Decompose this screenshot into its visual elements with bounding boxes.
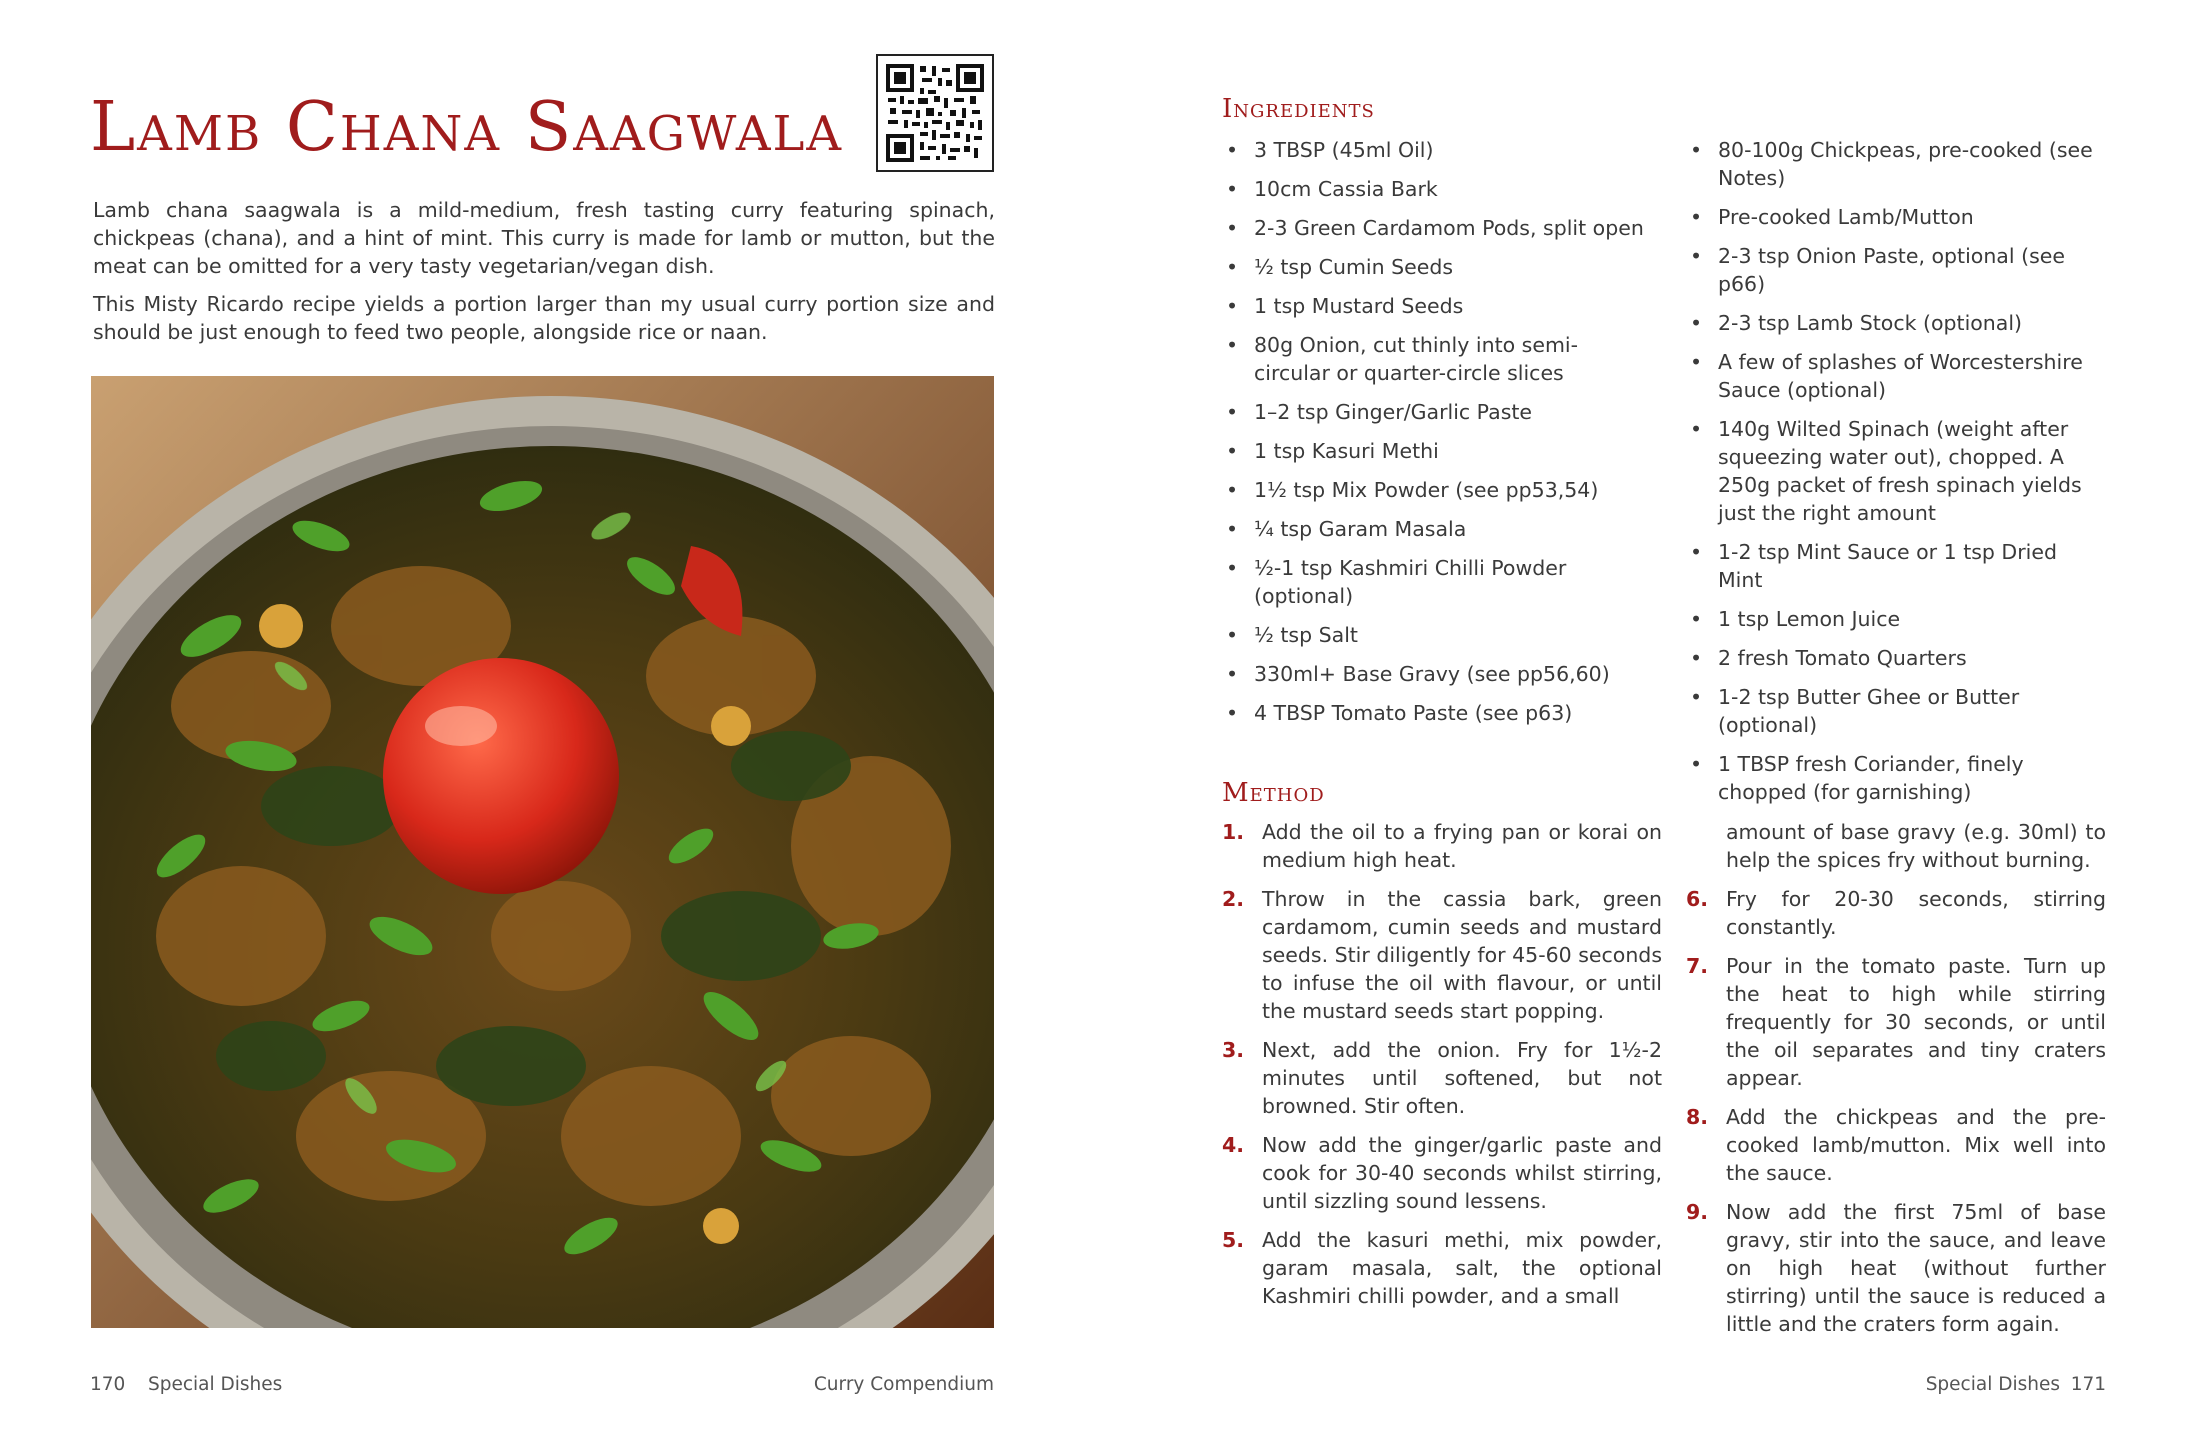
ingredient-item: • 80-100g Chickpeas, pre-cooked (see Notes) (1686, 136, 2106, 192)
step-number: 1. (1222, 820, 1245, 844)
method-step (1686, 1198, 2106, 1338)
ingredient-item: • 2-3 tsp Lamb Stock (optional) (1686, 309, 2106, 337)
method-step (1222, 1131, 1662, 1215)
ingredient-item: • ¼ tsp Garam Masala (1222, 515, 1652, 543)
method-list-col2 (1686, 818, 2106, 1349)
dish-photo-image (91, 376, 994, 1328)
ingredient-item: • 4 TBSP Tomato Paste (see p63) (1222, 699, 1652, 727)
ingredient-item: • 1-2 tsp Butter Ghee or Butter (optional) (1686, 683, 2106, 739)
footer-section-left: Special Dishes (148, 1374, 283, 1395)
ingredient-item: • 1 tsp Kasuri Methi (1222, 437, 1652, 465)
method-step (1222, 1036, 1662, 1120)
ingredient-item: • ½ tsp Salt (1222, 621, 1652, 649)
step-number: 7. (1686, 954, 1709, 978)
ingredient-item: • ½-1 tsp Kashmiri Chilli Powder (optional) (1222, 554, 1652, 610)
footer-section-right: Special Dishes (1925, 1374, 2060, 1395)
method-step (1222, 1226, 1662, 1310)
intro-paragraph: This Misty Ricardo recipe yields a portion larger than my usual curry portion size and should be just enough to feed two people, alongside rice or naan. (93, 292, 995, 344)
step-text: Now add the ginger/garlic paste and cook for 30-40 seconds whilst stirring, until sizzling sound lessens. (1262, 1133, 1662, 1213)
ingredient-item: • 2 fresh Tomato Quarters (1686, 644, 2106, 672)
step-text: Add the kasuri methi, mix powder, garam masala, salt, the optional Kashmiri chilli powder, and a small (1262, 1228, 1662, 1308)
qr-code (876, 54, 994, 172)
ingredients-list-col2 (1686, 136, 2106, 817)
step-text: Next, add the onion. Fry for 1½-2 minutes until softened, but not browned. Stir often. (1262, 1038, 1662, 1118)
ingredients-heading: Ingredients (1222, 94, 1375, 124)
ingredient-item: • 1 tsp Mustard Seeds (1222, 292, 1652, 320)
ingredient-item: • 1½ tsp Mix Powder (see pp53,54) (1222, 476, 1652, 504)
step-number: 9. (1686, 1200, 1709, 1224)
ingredient-item: • 3 TBSP (45ml Oil) (1222, 136, 1652, 164)
step-text: Add the oil to a frying pan or korai on medium high heat. (1262, 820, 1662, 872)
step-number: 4. (1222, 1133, 1245, 1157)
method-step (1222, 885, 1662, 1025)
method-step (1686, 885, 2106, 941)
step-number: 8. (1686, 1105, 1709, 1129)
ingredient-item: • 1-2 tsp Mint Sauce or 1 tsp Dried Mint (1686, 538, 2106, 594)
ingredient-item: • ½ tsp Cumin Seeds (1222, 253, 1652, 281)
step-text: Throw in the cassia bark, green cardamom, cumin seeds and mustard seeds. Stir diligently for 45-60 seconds to infuse the oil with flavour, or until the mustard seeds start popping. (1262, 887, 1663, 1023)
method-step (1686, 1103, 2106, 1187)
footer-book-title: Curry Compendium (813, 1374, 994, 1395)
ingredients-list-col1 (1222, 136, 1652, 738)
recipe-intro (93, 196, 995, 356)
method-step (1686, 952, 2106, 1092)
step-number: 6. (1686, 887, 1709, 911)
ingredient-item: • 140g Wilted Spinach (weight after squeezing water out), chopped. A 250g packet of fresh spinach yields just the right amount (1686, 415, 2106, 527)
ingredient-item: • 330ml+ Base Gravy (see pp56,60) (1222, 660, 1652, 688)
ingredient-item: • Pre-cooked Lamb/Mutton (1686, 203, 2106, 231)
dish-photo (91, 376, 994, 1328)
step-number: 3. (1222, 1038, 1245, 1062)
method-heading: Method (1222, 778, 1325, 808)
ingredient-item: • 1 TBSP fresh Coriander, finely chopped (for garnishing) (1686, 750, 2106, 806)
ingredient-item: • A few of splashes of Worcestershire Sauce (optional) (1686, 348, 2106, 404)
footer-page-number-right: 171 (2070, 1374, 2106, 1395)
step-number: 5. (1222, 1228, 1245, 1252)
recipe-title: Lamb Chana Saagwala (90, 88, 844, 167)
intro-paragraph: Lamb chana saagwala is a mild-medium, fresh tasting curry featuring spinach, chickpeas (chana), and a hint of mint. This curry is made for lamb or mutton, but the meat can be omitted for a very tasty vegetarian/vegan dish. (93, 198, 995, 278)
step-text: Add the chickpeas and the pre-cooked lamb/mutton. Mix well into the sauce. (1726, 1105, 2106, 1185)
qr-code-icon (886, 64, 984, 162)
ingredient-item: • 2-3 Green Cardamom Pods, split open (1222, 214, 1652, 242)
step-text: Pour in the tomato paste. Turn up the heat to high while stirring frequently for 30 seconds, or until the oil separates and tiny craters appear. (1726, 954, 2106, 1090)
ingredient-item: • 1 tsp Lemon Juice (1686, 605, 2106, 633)
method-list-col1 (1222, 818, 1662, 1321)
step-number: 2. (1222, 887, 1245, 911)
ingredient-item: • 10cm Cassia Bark (1222, 175, 1652, 203)
method-step (1222, 818, 1662, 874)
ingredient-item: • 1–2 tsp Ginger/Garlic Paste (1222, 398, 1652, 426)
right-page (1100, 0, 2200, 1431)
footer-page-number-left: 170 (90, 1374, 126, 1395)
step-text: Now add the first 75ml of base gravy, stir into the sauce, and leave on high heat (without further stirring) until the sauce is reduced a little and the craters form again. (1726, 1200, 2106, 1336)
ingredient-item: • 2-3 tsp Onion Paste, optional (see p66) (1686, 242, 2106, 298)
method-step-continuation: amount of base gravy (e.g. 30ml) to help the spices fry without burning. (1726, 820, 2106, 872)
step-text: Fry for 20-30 seconds, stirring constantly. (1726, 887, 2106, 939)
ingredient-item: • 80g Onion, cut thinly into semi-circular or quarter-circle slices (1222, 331, 1652, 387)
